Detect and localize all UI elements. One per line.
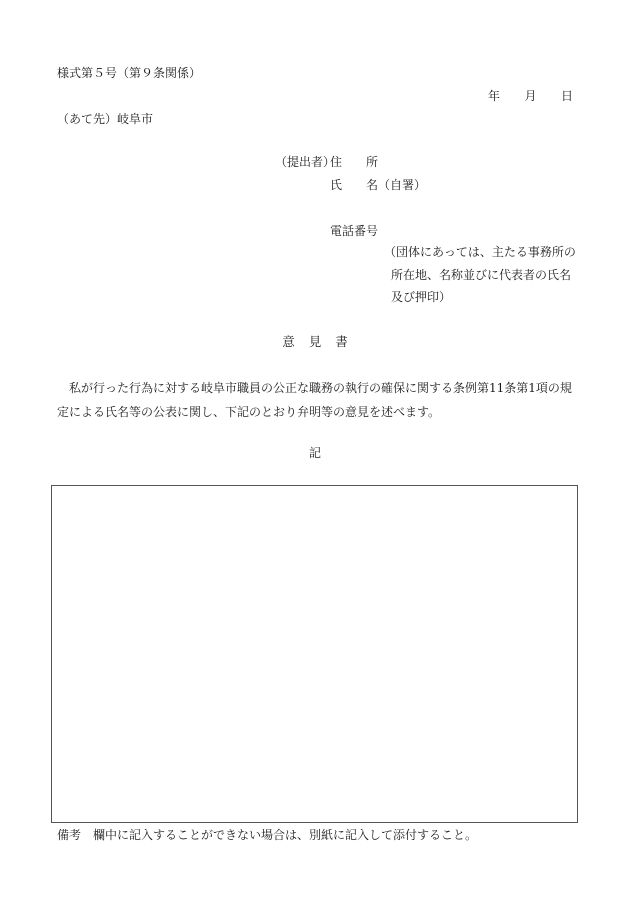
date-month: 月 <box>524 89 537 103</box>
address-label: 住 所 <box>330 155 379 169</box>
opinion-entry-box[interactable] <box>51 485 578 823</box>
remarks-note: 備考 欄中に記入することができない場合は、別紙に記入して添付すること。 <box>57 828 478 842</box>
date-day: 日 <box>560 89 573 103</box>
ki-label: 記 <box>308 446 321 460</box>
date-line <box>488 89 573 104</box>
org-note-line-3: 及び押印） <box>391 290 452 304</box>
date-year: 年 <box>488 89 501 103</box>
name-label: 氏 名（自署） <box>330 178 427 192</box>
phone-label: 電話番号 <box>330 224 379 238</box>
submitter-label: （提出者） <box>275 155 336 169</box>
document-title: 意見書 <box>282 334 362 349</box>
addressee: （あて先）岐阜市 <box>57 112 154 126</box>
form-number: 様式第５号（第９条関係） <box>57 66 202 80</box>
org-note-line-2: 所在地、名称並びに代表者の氏名 <box>391 268 572 282</box>
body-text: 私が行った行為に対する岐阜市職員の公正な職務の執行の確保に関する条例第11条第1項の規定による氏名等の公表に関し、下記のとおり弁明等の意見を述べます。 <box>57 381 572 419</box>
org-note-line-1: （団体にあっては、主たる事務所の <box>384 245 576 259</box>
